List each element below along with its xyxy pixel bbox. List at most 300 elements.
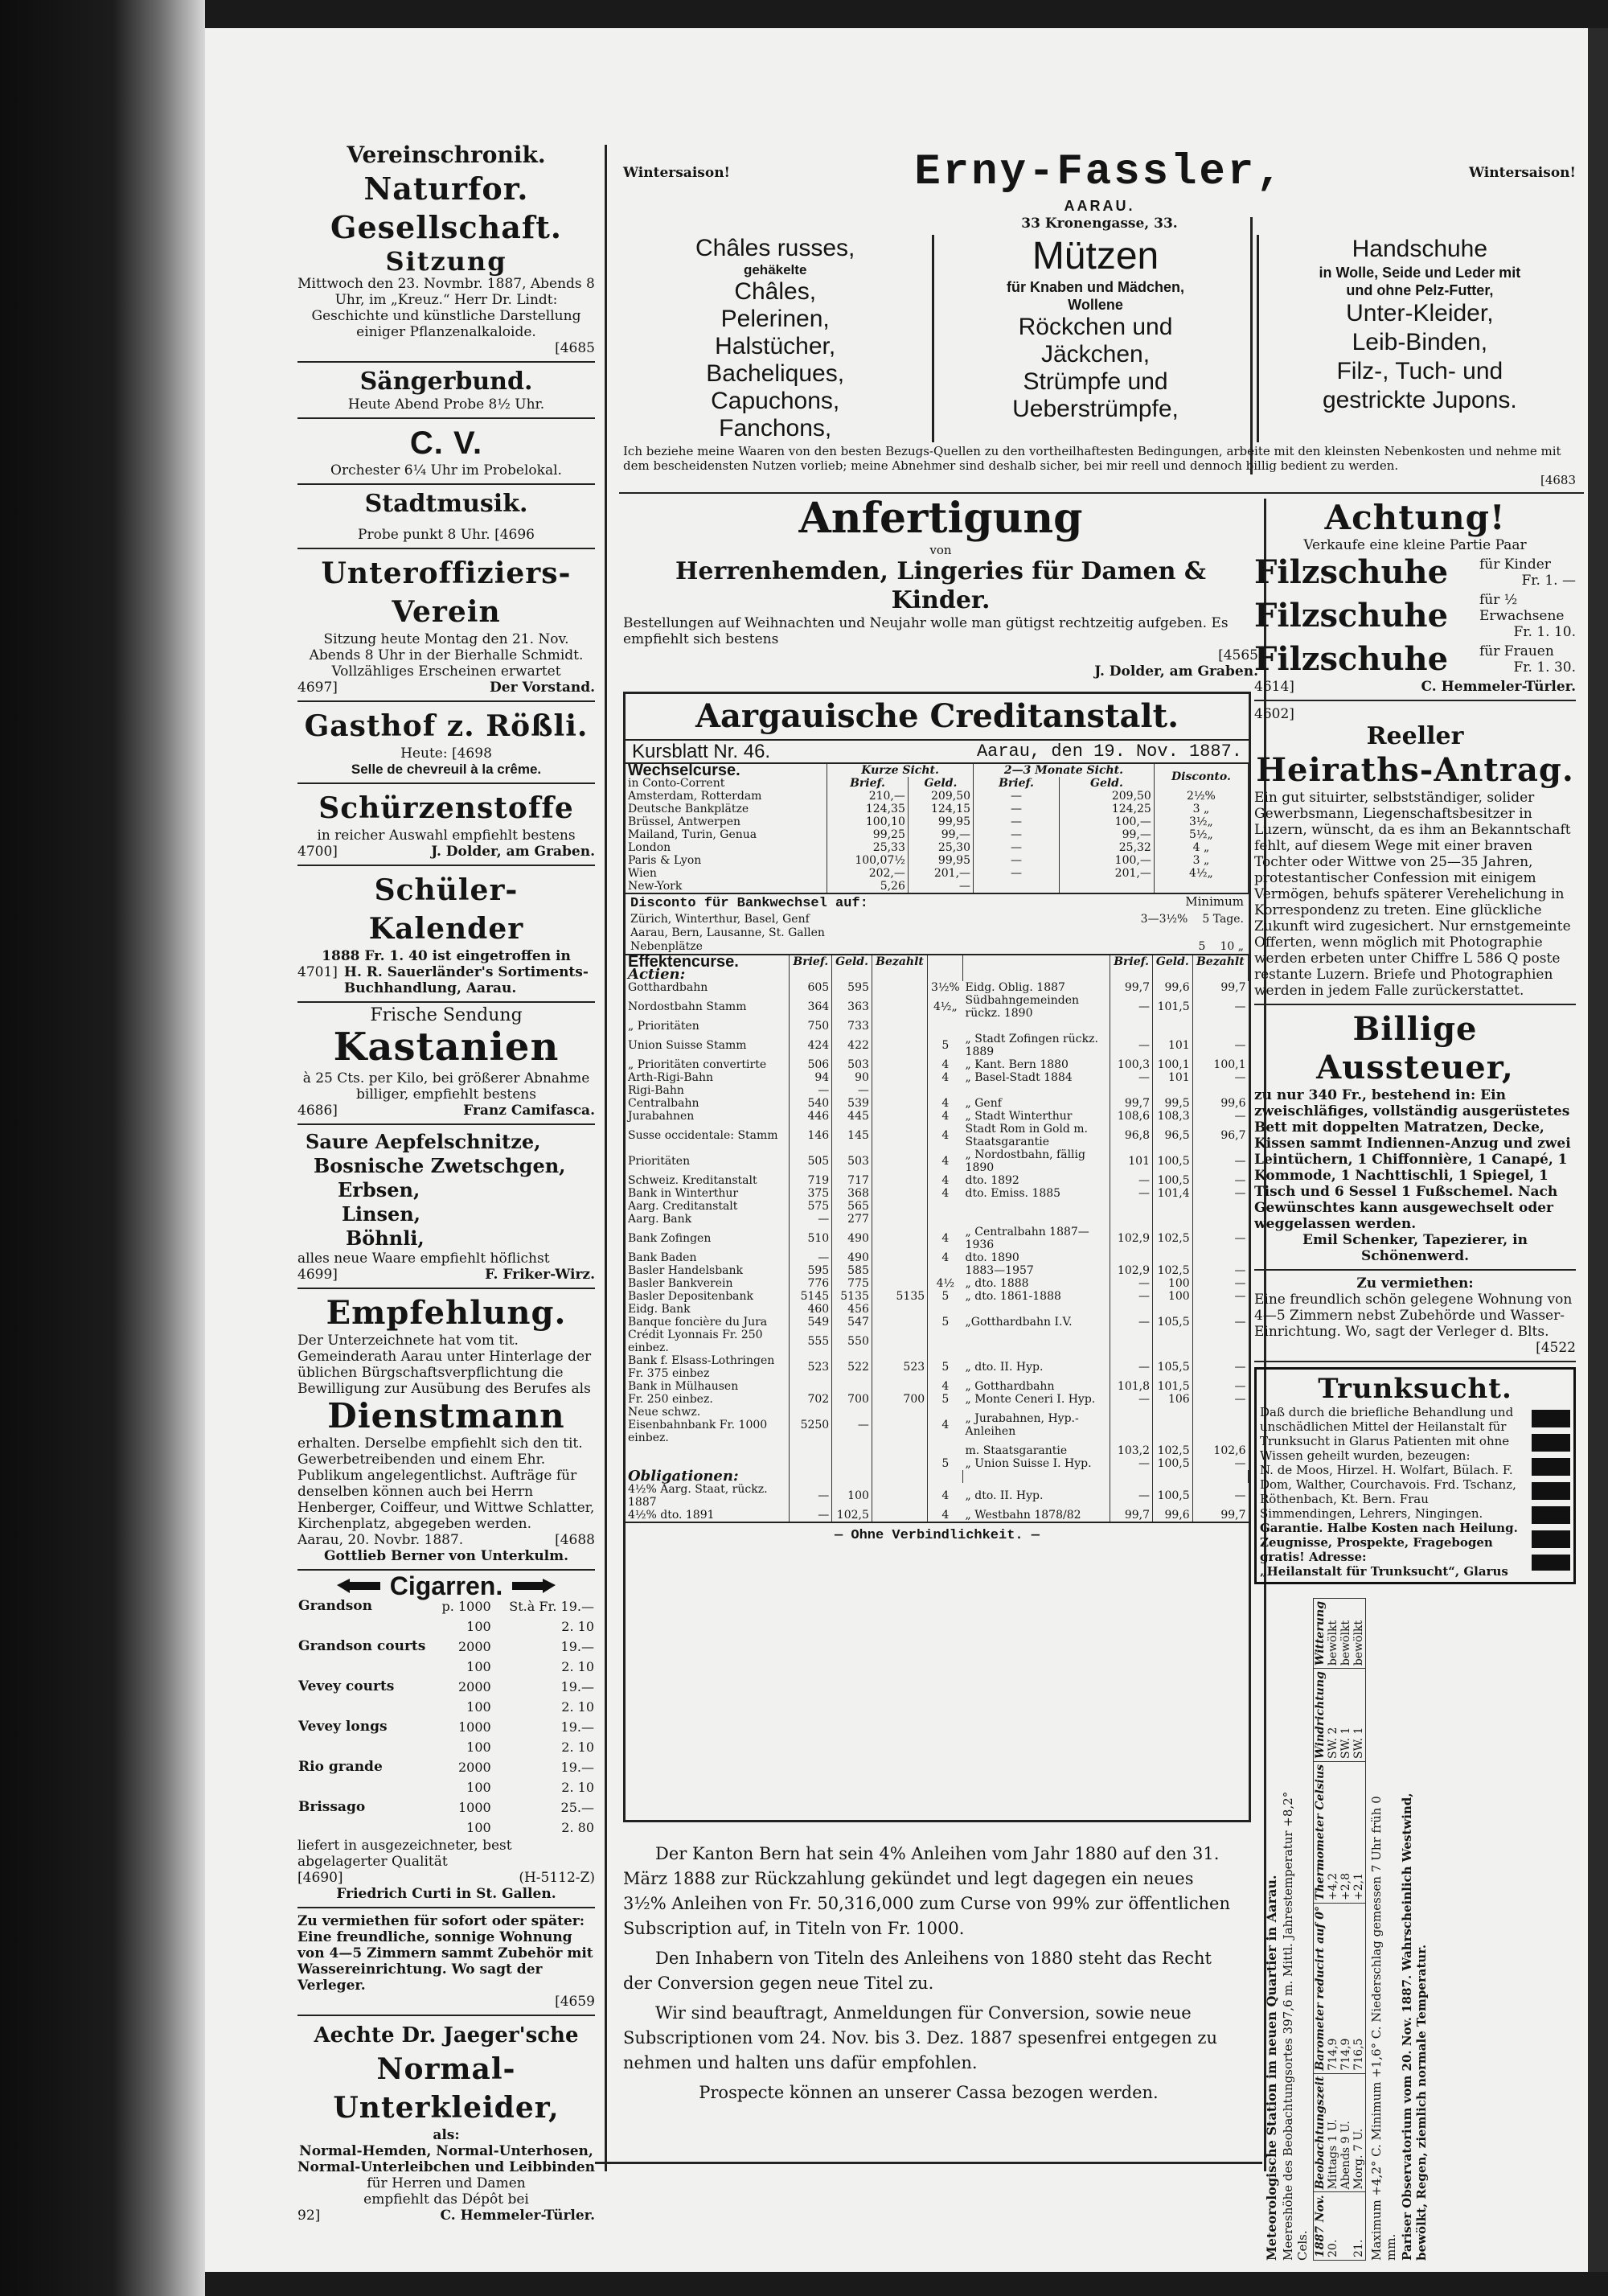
- cigar-price: 2. 10: [561, 1659, 594, 1674]
- unteroffiziers-text: Sitzung heute Montag den 21. Nov. Abends 8 Uhr in der Bierhalle Schmidt. Vollzähliges Erscheinen erwartet: [309, 631, 584, 680]
- effekten-bezahlt: [872, 1033, 927, 1058]
- effekten-bezahlt: [872, 1097, 927, 1110]
- obligation-name: „ Gotthardbahn: [963, 1380, 1110, 1393]
- wechsel-place: Wien: [626, 867, 827, 880]
- effekten-brief: —: [790, 1509, 832, 1522]
- effekten-name: Fr. 250 einbez.: [626, 1393, 790, 1406]
- effekten-name: Bank Baden: [626, 1251, 790, 1264]
- effekten-percent: 4: [941, 1380, 950, 1393]
- cv-heading: C. V.: [409, 425, 483, 461]
- effekten-geld: —: [832, 1406, 872, 1444]
- cigar-price-table: [297, 1596, 595, 1838]
- sitzung-number: [4685: [555, 340, 595, 356]
- effekten-row: [626, 1251, 1249, 1264]
- obligation-name: [963, 1084, 1110, 1097]
- linsen-line: Linsen,: [342, 1202, 421, 1226]
- effekten-bezahlt: [872, 1380, 927, 1393]
- obligation-geld: [1153, 1303, 1193, 1316]
- filzschuhe-price-group: [1479, 643, 1576, 676]
- obligation-bezahlt: —: [1234, 1110, 1246, 1123]
- obligation-brief: 102,9: [1110, 1226, 1153, 1251]
- schueler-kalender-heading: Schüler-Kalender: [368, 873, 524, 946]
- cigar-quantity: 100: [466, 1820, 491, 1835]
- effekten-percent: 4: [941, 1251, 950, 1264]
- cv-text: Orchester 6¼ Uhr im Probelokal.: [330, 462, 562, 479]
- cigar-quantity: p. 1000: [441, 1599, 491, 1614]
- filzschuhe-row: [1254, 553, 1576, 592]
- pariser-observatorium: Pariser Observatorium vom 20. Nov. 1887. Wahrscheinlich Westwind, bewölkt, Regen, ziemlich normale Temperatur.: [1400, 1793, 1429, 2261]
- effekten-bezahlt: [872, 1444, 927, 1457]
- heiraths-antrag-heading: Heiraths-Antrag.: [1256, 751, 1574, 789]
- effekten-heading: Effektencurse.: [626, 955, 790, 968]
- obligation-bezahlt: 99,6: [1220, 1097, 1246, 1110]
- cigar-name: Brissago: [298, 1799, 366, 1815]
- creditanstalt-title: Aargauische Creditanstalt.: [626, 694, 1249, 741]
- obligation-bezahlt: —: [1234, 1277, 1246, 1290]
- obligation-name: [963, 1213, 1110, 1226]
- cigar-quantity: 100: [466, 1659, 491, 1674]
- obligationen-subheading: Obligationen:: [626, 1470, 790, 1483]
- effekten-name: [626, 1444, 790, 1457]
- divider: [297, 361, 595, 363]
- trunksucht-garantie: Garantie. Halbe Kosten nach Heilung. Zeugnisse, Prospekte, Fragebogen gratis! Adresse:: [1260, 1521, 1518, 1564]
- effekten-brief: —: [790, 1251, 832, 1264]
- effekten-geld: 565: [832, 1200, 872, 1213]
- dienstmann-text: erhalten. Derselbe empfiehlt sich den tit. Gewerbetreibenden und einem Ehr. Publikum angelegentlichst. Aufträge für denselben können auch bei Herrn Henberger, Coiffeur, und Wittwe Schlatter, Kirchenplatz, abgegeben werden.: [297, 1436, 595, 1532]
- cigarren-header: [297, 1571, 595, 1600]
- disconto-row: [630, 913, 1244, 926]
- stadtmusik-text: Probe punkt 8 Uhr.: [358, 527, 490, 543]
- wechsel-place: New-York: [626, 880, 827, 893]
- effekten-bezahlt: [872, 1084, 927, 1097]
- divider: [297, 1123, 595, 1125]
- filzschuhe-number: 4614]: [1254, 679, 1294, 695]
- effekten-geld: 550: [832, 1329, 872, 1354]
- effekten-brief: 776: [790, 1277, 832, 1290]
- effekten-percent: 5: [941, 1457, 950, 1470]
- alles-text: alles neue Waare empfiehlt höflichst: [297, 1251, 550, 1267]
- weather-cell: 21.: [1352, 2192, 1366, 2261]
- obligation-geld: 105,5: [1153, 1354, 1193, 1380]
- effekten-table: [626, 954, 1249, 1522]
- anfertigung-sign: J. Dolder, am Graben.: [1094, 663, 1258, 680]
- obligation-geld: 99,6: [1153, 981, 1193, 994]
- jaeger-sign: C. Hemmeler-Türler.: [440, 2208, 595, 2224]
- cigar-price: 19.—: [560, 1639, 594, 1654]
- obligation-brief: [1110, 1020, 1153, 1033]
- effekten-row: [626, 1097, 1249, 1110]
- wechsel-monat-geld: 124,25: [1059, 803, 1154, 815]
- wechsel-kurz-brief: 100,07½: [827, 854, 909, 867]
- anfertigung-ad: [623, 495, 1258, 680]
- obligation-geld: 96,5: [1153, 1123, 1193, 1148]
- trunksucht-address: „Heilanstalt für Trunksucht“, Glarus: [1260, 1564, 1508, 1579]
- obligation-geld: 108,3: [1153, 1110, 1193, 1123]
- wechsel-monat-geld: 99,—: [1059, 828, 1154, 841]
- frische-sendung: Frische Sendung: [370, 1005, 523, 1025]
- effekten-bezahlt: [872, 1148, 927, 1174]
- weather-meta: Meereshöhe des Beobachtungsortes 397,6 m. Mittl. Jahrestemperatur +8,2° Cels.: [1281, 1791, 1310, 2261]
- effekten-name: Basler Bankverein: [626, 1277, 790, 1290]
- obligation-bezahlt: —: [1234, 1232, 1246, 1245]
- kanton-bern-notice: [623, 1842, 1234, 2105]
- effekten-row: [626, 1058, 1249, 1071]
- filzschuhe-word: Filzschuhe: [1254, 640, 1449, 678]
- cigar-name: [297, 1616, 432, 1637]
- obligation-bezahlt: —: [1234, 1071, 1246, 1084]
- dienstmann-place: Aarau, 20. Novbr. 1887.: [297, 1532, 464, 1548]
- effekten-percent: [928, 1303, 963, 1316]
- effekten-row: [626, 1174, 1249, 1187]
- obligation-name: [963, 1303, 1110, 1316]
- disconto-place: Aarau, Bern, Lausanne, St. Gallen: [630, 926, 825, 939]
- monate-sicht-header: 2—3 Monate Sicht.: [974, 764, 1155, 777]
- wechsel-table: [626, 764, 1249, 893]
- effekten-geld: [832, 1380, 872, 1393]
- effekten-brief: 446: [790, 1110, 832, 1123]
- cigar-row: [297, 1637, 595, 1657]
- effekten-geld: 775: [832, 1277, 872, 1290]
- erny-left-item: Fanchons,: [719, 415, 832, 442]
- wechsel-kurz-brief: 99,25: [827, 828, 909, 841]
- cigar-price: 19.—: [560, 1719, 594, 1735]
- alles-sign: F. Friker-Wirz.: [485, 1267, 595, 1283]
- effekten-bezahlt: [872, 1457, 927, 1470]
- effekten-brief: 540: [790, 1097, 832, 1110]
- effekten-geld: 445: [832, 1110, 872, 1123]
- effekten-bezahlt: [872, 1509, 927, 1522]
- disconto-rate-group: [1229, 926, 1244, 940]
- effekten-row: [626, 1290, 1249, 1303]
- wechsel-place: Amsterdam, Rotterdam: [626, 790, 827, 803]
- effekten-geld: 90: [832, 1071, 872, 1084]
- effekten-geld: 363: [832, 994, 872, 1020]
- cigar-text: liefert in ausgezeichneter, best abgelagerter Qualität: [297, 1838, 512, 1870]
- effekten-percent: [928, 1264, 963, 1277]
- divider: [297, 417, 595, 419]
- cigar-price: 2. 10: [561, 1739, 594, 1755]
- effekten-row: [626, 994, 1249, 1020]
- filzschuhe-price: Fr. 1. 30.: [1513, 659, 1576, 676]
- effekten-brief: 750: [790, 1020, 832, 1033]
- effekten-brief: 506: [790, 1058, 832, 1071]
- obligation-brief: [1110, 1251, 1153, 1264]
- dienstmann-heading: Dienstmann: [327, 1396, 565, 1436]
- jaeger-line-2: Normal-Unterkleider,: [333, 2052, 560, 2125]
- disconto-rate-group: [1141, 913, 1244, 926]
- obligation-brief: 96,8: [1110, 1123, 1153, 1148]
- effekten-geld: 368: [832, 1187, 872, 1200]
- anfertigung-text: Bestellungen auf Weihnachten und Neujahr wolle man gütigst rechtzeitig aufgeben. Es empfiehlt sich bestens: [623, 615, 1229, 647]
- effekten-brief: 575: [790, 1200, 832, 1213]
- weather-cell: Mittags 1 U.: [1327, 2073, 1339, 2192]
- divider: [297, 483, 595, 485]
- obligation-name: „ Centralbahn 1887—1936: [963, 1226, 1110, 1251]
- erny-left-item: Halstücher,: [715, 333, 836, 359]
- disconto-rows: [630, 913, 1244, 954]
- obligation-brief: 108,6: [1110, 1110, 1153, 1123]
- obligation-brief: —: [1110, 994, 1153, 1020]
- effekten-brief: [790, 1380, 832, 1393]
- cigar-row: [297, 1817, 595, 1838]
- wechsel-subheading: in Conto-Corrent: [626, 777, 827, 790]
- effekten-geld: 100: [832, 1483, 872, 1509]
- cigarren-heading: Cigarren.: [389, 1571, 503, 1600]
- brief-header: Brief.: [974, 777, 1060, 790]
- erny-middle-item: Strümpfe und: [1023, 368, 1168, 395]
- effekten-name: Gotthardbahn: [626, 981, 790, 994]
- effekten-row: [626, 1354, 1249, 1380]
- cigar-row: [297, 1777, 595, 1797]
- jaeger-line-4: Normal-Hemden, Normal-Unterhosen, Normal-Unterleibchen und Leibbinden: [297, 2143, 595, 2175]
- erny-middle-item: Ueberstrümpfe,: [1012, 396, 1179, 422]
- weather-cell: 716,5: [1352, 1903, 1366, 2073]
- obligation-bezahlt: —: [1234, 1489, 1246, 1502]
- obligation-brief: [1110, 1329, 1153, 1354]
- filzschuhe-word: Filzschuhe: [1254, 553, 1449, 591]
- filzschuhe-word: Filzschuhe: [1254, 597, 1449, 635]
- effekten-row: [626, 1033, 1249, 1058]
- cigar-price: 19.—: [560, 1679, 594, 1694]
- wechsel-kurz-brief: 124,35: [827, 803, 909, 815]
- effekten-name: Bank in Winterthur: [626, 1187, 790, 1200]
- dienstmann-number: [4688: [555, 1532, 595, 1548]
- effekten-bezahlt: [872, 994, 927, 1020]
- filzschuhe-row: [1254, 592, 1576, 640]
- weather-header-cell: Barometer reducirt auf 0°: [1314, 1903, 1327, 2073]
- weather-cell: 714,9: [1327, 1903, 1339, 2073]
- bottom-rule: [595, 2162, 1262, 2164]
- kastanien-text: à 25 Cts. per Kilo, bei größerer Abnahme billiger, empfiehlt bestens: [302, 1070, 590, 1103]
- anfertigung-subtitle: Herrenhemden, Lingeries für Damen & Kinder.: [675, 557, 1206, 614]
- obligation-brief: —: [1110, 1187, 1153, 1200]
- obligation-name: „Gotthardbahn I.V.: [963, 1316, 1110, 1329]
- pointing-hand-left-icon: [334, 1575, 382, 1596]
- saengerbund-heading: Sängerbund.: [359, 368, 533, 396]
- weather-cell: 20.: [1327, 2192, 1339, 2261]
- cigar-name: Grandson courts: [298, 1638, 426, 1654]
- wechsel-disconto: 5½„: [1154, 828, 1248, 841]
- weather-extra: Maximum +4,2° C. Minimum +1,6° C. Niederschlag gemessen 7 Uhr früh 0 mm.: [1369, 1796, 1398, 2261]
- effekten-bezahlt: [872, 1020, 927, 1033]
- effekten-bezahlt: [872, 1226, 927, 1251]
- effekten-brief: 719: [790, 1174, 832, 1187]
- weather-cell: +4,2: [1327, 1761, 1339, 1903]
- obligation-brief: [1110, 1303, 1153, 1316]
- vermieten-heading: Zu vermiethen:: [1356, 1275, 1474, 1292]
- schuerzenstoffe-sign: J. Dolder, am Graben.: [431, 844, 595, 860]
- obligation-brief: —: [1110, 1174, 1153, 1187]
- filzschuhe-list: [1254, 553, 1576, 679]
- cigar-name: [297, 1697, 432, 1717]
- horizontal-rule: [619, 492, 1584, 494]
- effekten-row: [626, 1380, 1249, 1393]
- erny-muetzen: Mützen: [1032, 235, 1159, 277]
- obligation-geld: [1153, 1251, 1193, 1264]
- obligation-name: „ Genf: [963, 1097, 1110, 1110]
- column-3: [1254, 499, 1576, 1584]
- obligation-bezahlt: —: [1234, 1039, 1246, 1052]
- effekten-brief: 510: [790, 1226, 832, 1251]
- effekten-brief: —: [790, 1213, 832, 1226]
- effekten-name: Crédit Lyonnais Fr. 250 einbez.: [626, 1329, 790, 1354]
- obligation-geld: [1153, 1200, 1193, 1213]
- heiraths-antrag-text: Ein gut situirter, selbstständiger, solider Gewerbsmann, Liegenschaftsbesitzer in Luzern, wünscht, da es ihm an Bekanntschaft fehlt, auf diesem Wege mit einer braven Tochter oder Wittwe von 25—35 Jahren, protestantischer Confession mit einigem Vermögen, behufs späterer Verehelichung in Korrespondenz zu treten. Eine glückliche Zukunft wird zugesichert. Nur ernstgemeinte Offerten, wenn möglich mit Photographie werden erbeten unter Chiffre L 586 Q poste restante Luzern. Briefe und Photographien werden in jedem Falle zurückerstattet.: [1254, 790, 1571, 999]
- obligation-geld: [1153, 1329, 1193, 1354]
- empfehlung-text: Der Unterzeichnete hat vom tit. Gemeinderath Aarau unter Hinterlage der üblichen Bürgschaftsverpflichtung die Bewilligung zur Ausübung des Berufes als: [297, 1333, 592, 1397]
- filzschuhe-price-group: [1479, 557, 1576, 589]
- erny-middle-column: [939, 278, 1251, 423]
- effekten-bezahlt: [872, 1251, 927, 1264]
- effekten-brief: [790, 1444, 832, 1457]
- effekten-percent: [928, 1213, 963, 1226]
- obligation-bezahlt: [1192, 1303, 1248, 1316]
- wechsel-monat-brief: —: [974, 854, 1060, 867]
- obligation-brief: —: [1110, 1457, 1153, 1470]
- divider: [297, 2015, 595, 2016]
- jaeger-line-5: für Herren und Damen: [367, 2175, 526, 2191]
- achtung-heading: Achtung!: [1324, 498, 1506, 537]
- obligation-brief: 99,7: [1110, 1097, 1153, 1110]
- effekten-geld: 585: [832, 1264, 872, 1277]
- divider: [297, 1001, 595, 1003]
- effekten-bezahlt: [872, 1071, 927, 1084]
- effekten-name: Arth-Rigi-Bahn: [626, 1071, 790, 1084]
- bern-paragraph-4: Prospecte können an unserer Cassa bezogen werden.: [699, 2083, 1159, 2102]
- erny-left-column: [623, 235, 927, 442]
- geld-header: Geld.: [908, 777, 973, 790]
- obligation-name: Stadt Rom in Gold m. Staatsgarantie: [963, 1123, 1110, 1148]
- effekten-row: [626, 1084, 1249, 1097]
- erny-right-item: gestrickte Jupons.: [1322, 387, 1517, 413]
- cigar-row: [297, 1657, 595, 1677]
- obligation-geld: [1153, 1213, 1193, 1226]
- effekten-name: Nordostbahn Stamm: [626, 994, 790, 1020]
- obligation-name: „ dto. 1861-1888: [963, 1290, 1110, 1303]
- effekten-bezahlt: [872, 1123, 927, 1148]
- bezahlt-header: Bezahlt: [872, 955, 927, 968]
- cigar-quantity: 1000: [457, 1800, 491, 1815]
- divider: [297, 548, 595, 549]
- erny-address: 33 Kronengasse, 33.: [1021, 216, 1178, 232]
- anfertigung-title: Anfertigung: [798, 494, 1083, 543]
- erbsen-line: Erbsen,: [338, 1178, 420, 1201]
- obligation-name: „ Westbahn 1878/82: [963, 1509, 1110, 1522]
- cigar-quantity: 100: [466, 1739, 491, 1755]
- erny-left-item: Pelerinen,: [720, 306, 830, 332]
- obligation-name: m. Staatsgarantie: [963, 1444, 1110, 1457]
- obligation-brief: 102,9: [1110, 1264, 1153, 1277]
- weather-row: [1327, 1599, 1339, 2261]
- achtung-text: Verkaufe eine kleine Partie Paar: [1303, 537, 1527, 553]
- filzschuhe-price: Fr. 1. 10.: [1513, 624, 1576, 640]
- obligation-geld: 99,6: [1153, 1509, 1193, 1522]
- disconto-place: Nebenplätze: [630, 940, 703, 953]
- divider: [297, 1569, 595, 1571]
- aktien-subheading: Actien:: [626, 968, 790, 981]
- obligation-name: „ Monte Ceneri I. Hyp.: [963, 1393, 1110, 1406]
- obligation-geld: 102,5: [1153, 1444, 1193, 1457]
- effekten-percent: 4: [941, 1174, 950, 1187]
- wechsel-kurz-geld: 25,30: [908, 841, 973, 854]
- cigar-price: 2. 10: [561, 1699, 594, 1715]
- disconto-title: Disconto für Bankwechsel auf:: [630, 896, 868, 911]
- effekten-percent: 4: [941, 1155, 950, 1168]
- wechsel-row: [626, 867, 1249, 880]
- cigar-quantity: 100: [466, 1619, 491, 1634]
- divider: [297, 1288, 595, 1289]
- effekten-name: Neue schwz. Eisenbahnbank Fr. 1000 einbez.: [626, 1406, 790, 1444]
- obligation-geld: 105,5: [1153, 1316, 1193, 1329]
- cigar-row: [297, 1677, 595, 1697]
- effekten-row: [626, 1226, 1249, 1251]
- obligation-name: [963, 1200, 1110, 1213]
- filzschuhe-row: [1254, 640, 1576, 679]
- obligation-bezahlt: —: [1234, 1380, 1246, 1393]
- weather-cell: +2,1: [1352, 1761, 1366, 1903]
- wechsel-disconto: 3½„: [1154, 815, 1248, 828]
- erny-fassler-ad: [623, 149, 1576, 487]
- effekten-brief: 555: [790, 1329, 832, 1354]
- filzschuhe-price: Fr. 1. —: [1521, 573, 1576, 589]
- obligation-name: „ Nordostbahn, fällig 1890: [963, 1148, 1110, 1174]
- obligation-name: 1883—1957: [963, 1264, 1110, 1277]
- obligation-name: dto. 1892: [963, 1174, 1110, 1187]
- obligation-name: [963, 1329, 1110, 1354]
- effekten-geld: 456: [832, 1303, 872, 1316]
- obligation-name: dto. 1890: [963, 1251, 1110, 1264]
- erny-right-item: Handschuhe: [1352, 236, 1488, 262]
- wechsel-monat-geld: [1059, 880, 1154, 893]
- wechsel-monat-brief: —: [974, 815, 1060, 828]
- weather-cell: bewölkt: [1339, 1599, 1352, 1669]
- obligation-name: „ Basel-Stadt 1884: [963, 1071, 1110, 1084]
- unteroffiziers-number: 4697]: [297, 680, 338, 696]
- obligation-brief: —: [1110, 1354, 1153, 1380]
- effekten-row: [626, 981, 1249, 994]
- effekten-percent: 4½: [936, 1277, 955, 1290]
- erny-left-item: Châles russes,: [695, 235, 855, 261]
- anfertigung-von: von: [929, 543, 952, 557]
- obligation-bezahlt: [1192, 1329, 1248, 1354]
- cigar-row: [297, 1717, 595, 1737]
- wechsel-row: [626, 803, 1249, 815]
- creditanstalt-box: [623, 692, 1251, 1822]
- brief-header: Brief.: [1110, 955, 1153, 968]
- weather-station-block: [1262, 1601, 1568, 2264]
- wechsel-kurz-geld: —: [908, 880, 973, 893]
- bezahlt-header: Bezahlt: [1192, 955, 1248, 968]
- divider: [1254, 700, 1576, 701]
- ohne-verbindlichkeit: — Ohne Verbindlichkeit. —: [626, 1522, 1249, 1548]
- effekten-brief: —: [790, 1483, 832, 1509]
- obligation-geld: 100,5: [1153, 1483, 1193, 1509]
- weather-row: [1352, 1599, 1366, 2261]
- wechsel-monat-geld: 209,50: [1059, 790, 1154, 803]
- effekten-percent: 5: [941, 1290, 950, 1303]
- obligation-bezahlt: —: [1234, 1393, 1246, 1406]
- erny-fassler-title: Erny-Fassler,: [914, 148, 1285, 197]
- obligation-geld: [1153, 1406, 1193, 1444]
- obligation-bezahlt: 102,6: [1213, 1444, 1246, 1457]
- erny-right-item: Leib-Binden,: [1352, 329, 1488, 355]
- cigar-price: 25.—: [560, 1800, 594, 1815]
- effekten-bezahlt: [872, 1110, 927, 1123]
- obligation-geld: 101,5: [1153, 1380, 1193, 1393]
- wechsel-disconto: 3 „: [1154, 854, 1248, 867]
- cigar-quantity: 2000: [457, 1679, 491, 1694]
- effekten-bezahlt: [872, 1264, 927, 1277]
